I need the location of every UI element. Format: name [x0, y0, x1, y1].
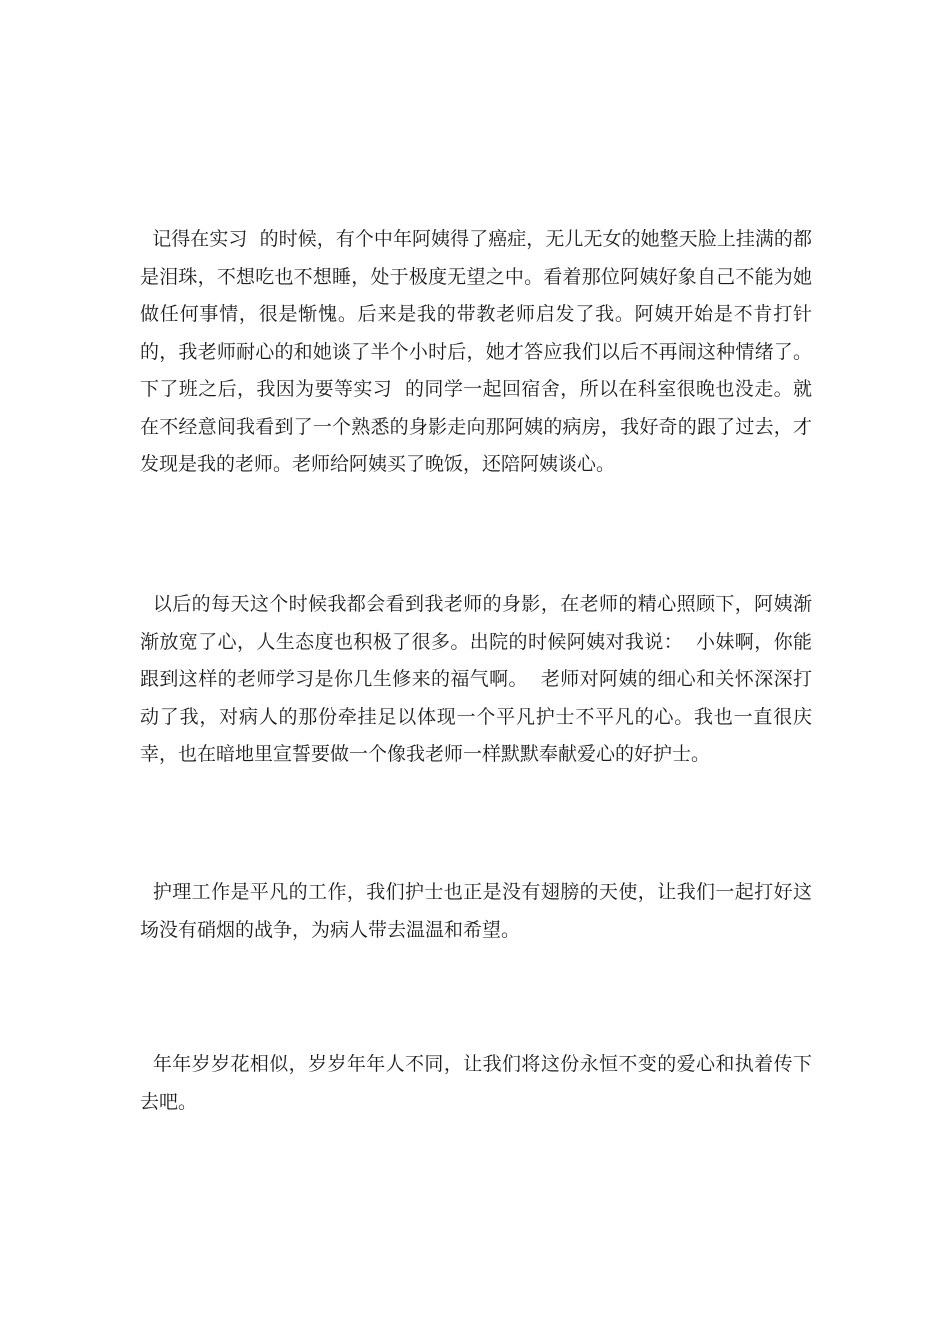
paragraph-internship-memory: 记得在实习 的时候，有个中年阿姨得了癌症，无儿无女的她整天脸上挂满的都是泪珠，不想吃也不想睡，处于极度无望之中。看着那位阿姨好象自己不能为她做任何事情，很是惭愧。后来是我的带教老师启发了我。阿姨开始是不肯打针的，我老师耐心的和她谈了半个小时后，她才答应我们以后不再闹这种情绪了。下了班之后，我因为要等实习 的同学一起回宿舍，所以在科室很晚也没走。就在不经意间我看到了一个熟悉的身影走向那阿姨的病房，我好奇的跟了过去，才发现是我的老师。老师给阿姨买了晚饭，还陪阿姨谈心。	[140, 228, 812, 475]
paragraph-nursing-work: 护理工作是平凡的工作，我们护士也正是没有翅膀的天使，让我们一起打好这场没有硝烟的战争，为病人带去温温和希望。	[140, 881, 812, 941]
paragraph-closing: 年年岁岁花相似，岁岁年年人不同，让我们将这份永恒不变的爱心和执着传下去吧。	[140, 1053, 812, 1113]
paragraph-teacher-care: 以后的每天这个时候我都会看到我老师的身影，在老师的精心照顾下，阿姨渐渐放宽了心，人生态度也积极了很多。出院的时候阿姨对我说： 小妹啊，你能跟到这样的老师学习是你几生修来的福气啊。 老师对阿姨的细心和关怀深深打动了我，对病人的那份牵挂足以体现一个平凡护士不平凡的心。我也一直很庆幸，也在暗地里宣誓要做一个像我老师一样默默奉献爱心的好护士。	[140, 593, 812, 765]
